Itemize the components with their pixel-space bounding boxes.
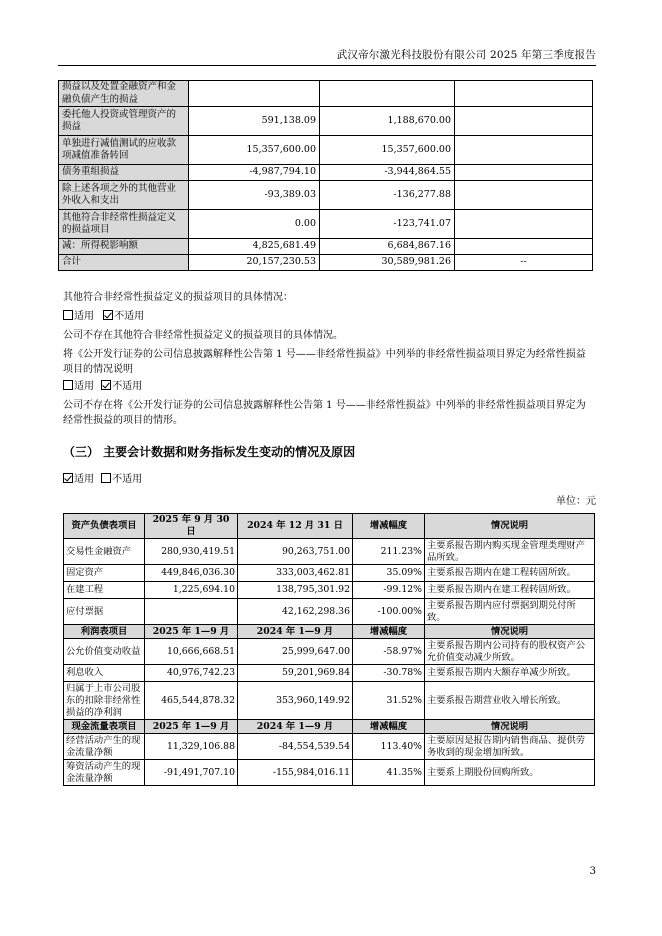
header-cell: 增减幅度 [353,514,425,539]
header-cell: 2024 年 1—9 月 [238,720,353,734]
value-cell: 353,960,149.92 [238,682,353,720]
explanation-cell: 主要系报告期营业收入增长所致。 [425,682,595,720]
report-header: 武汉帝尔激光科技股份有限公司 2025 年第三季度报告 [336,49,596,61]
row-label: 除上述各项之外的其他营业外收入和支出 [59,181,189,210]
table-header-row [64,514,595,539]
item-cell: 筹资活动产生的现金流量净额 [64,760,145,786]
row-label: 其他符合非经常性损益定义的损益项目 [59,210,189,239]
change-cell: 211.23% [353,539,425,565]
header-cell: 2025 年 1—9 月 [145,720,238,734]
value-cell: 449,846,036.30 [145,565,238,582]
ytd-value: -136,277.88 [320,181,455,210]
row-label: 委托他人投资或管理资产的损益 [59,107,189,136]
value-cell: 138,795,301.92 [238,582,353,599]
change-cell: -99.12% [353,582,425,599]
current-period-value: 20,157,230.53 [189,255,320,271]
table-row [64,734,595,760]
value-cell: 1,225,694.10 [145,582,238,599]
remark: -- [455,255,593,271]
row-label: 债务重组损益 [59,165,189,181]
table-row [64,760,595,786]
explanation-cell: 主要系报告期内在建工程转固所致。 [425,582,595,599]
page-number: 3 [589,866,596,877]
applicability-line [63,379,142,394]
change-cell: 113.40% [353,734,425,760]
ytd-value: 15,357,600.00 [320,136,455,165]
header-cell: 情况说明 [425,625,595,639]
table-row [59,181,593,210]
applicability-line [63,472,142,487]
header-cell: 情况说明 [425,720,595,734]
checked-box-icon [103,310,113,320]
ytd-value: -3,944,864.55 [320,165,455,181]
explanation-cell: 主要系报告期内大额存单减少所致。 [425,665,595,682]
not-applicable-label: 不适用 [114,311,145,322]
value-cell: 59,201,969.84 [238,665,353,682]
change-cell: 31.52% [353,682,425,720]
ytd-value: 6,684,867.16 [320,239,455,255]
checked-box-icon [101,380,111,390]
ytd-value [320,81,455,107]
value-cell: 10,666,668.51 [145,639,238,665]
table-row [59,165,593,181]
value-cell: 42,162,298.36 [238,599,353,625]
table-header-row [64,625,595,639]
explanation-cell: 主要原因是报告期内销售商品、提供劳务收到的现金增加所致。 [425,734,595,760]
current-period-value [189,81,320,107]
item-cell: 公允价值变动收益 [64,639,145,665]
unchecked-box-icon [101,473,111,483]
section-title: （三） 主要会计数据和财务指标发生变动的情况及原因 [63,445,356,459]
explanation-cell: 主要系报告期内购买现金管理类理财产品所致。 [425,539,595,565]
change-cell: -30.78% [353,665,425,682]
checked-box-icon [63,473,73,483]
financial-changes-table [63,513,595,786]
table-row [64,639,595,665]
row-label: 减：所得税影响额 [59,239,189,255]
item-cell: 交易性金融资产 [64,539,145,565]
value-cell: 25,999,647.00 [238,639,353,665]
explanation-cell: 主要系报告期内应付票据到期兑付所致。 [425,599,595,625]
header-cell: 增减幅度 [353,720,425,734]
explanation-cell: 主要系报告期内在建工程转固所致。 [425,565,595,582]
row-label: 单独进行减值测试的应收款项减值准备转回 [59,136,189,165]
change-cell: -58.97% [353,639,425,665]
change-cell: -100.00% [353,599,425,625]
remark [455,210,593,239]
row-label: 损益以及处置金融资产和金融负债产生的损益 [59,81,189,107]
current-period-value: 591,138.09 [189,107,320,136]
header-cell: 现金流量表项目 [64,720,145,734]
unit-label: 单位：元 [556,496,596,507]
item-cell: 经营活动产生的现金流量净额 [64,734,145,760]
table-row [59,81,593,107]
header-cell: 2025 年 9 月 30 日 [145,514,238,539]
table-row [59,239,593,255]
applicability-line [63,309,144,324]
value-cell: 11,329,106.88 [145,734,238,760]
remark [455,107,593,136]
table-row [64,582,595,599]
table-row [59,107,593,136]
unchecked-box-icon [63,380,73,390]
note-paragraph: 其他符合非经常性损益定义的损益项目的具体情况： [63,292,293,303]
remark [455,81,593,107]
table-row [64,539,595,565]
current-period-value: -4,987,794.10 [189,165,320,181]
ytd-value: 1,188,670.00 [320,107,455,136]
ytd-value: -123,741.07 [320,210,455,239]
table-row [59,210,593,239]
table-row [64,682,595,720]
row-label: 合计 [59,255,189,271]
unchecked-box-icon [63,310,73,320]
value-cell: 333,003,462.81 [238,565,353,582]
table-row [64,665,595,682]
table-row [64,599,595,625]
item-cell: 固定资产 [64,565,145,582]
remark [455,136,593,165]
value-cell: -155,984,016.11 [238,760,353,786]
change-cell: 41.35% [353,760,425,786]
item-cell: 利息收入 [64,665,145,682]
header-cell: 增减幅度 [353,625,425,639]
header-cell: 利润表项目 [64,625,145,639]
note-paragraph: 将《公开发行证券的公司信息披露解释性公告第 1 号——非经常性损益》中列举的非经常性损益项目界定为经常性损益项目的情况说明 [63,349,586,375]
current-period-value: -93,389.03 [189,181,320,210]
value-cell: 465,544,878.32 [145,682,238,720]
remark [455,181,593,210]
value-cell: 40,976,742.23 [145,665,238,682]
remark [455,239,593,255]
current-period-value: 0.00 [189,210,320,239]
applicable-label: 适用 [74,474,94,485]
header-cell: 2024 年 12 月 31 日 [238,514,353,539]
value-cell: 90,263,751.00 [238,539,353,565]
item-cell: 应付票据 [64,599,145,625]
header-cell: 情况说明 [425,514,595,539]
ytd-value: 30,589,981.26 [320,255,455,271]
item-cell: 在建工程 [64,582,145,599]
table-row [64,565,595,582]
note-paragraph: 公司不存在其他符合非经常性损益定义的损益项目的具体情况。 [63,330,343,341]
item-cell: 归属于上市公司股东的扣除非经常性损益的净利润 [64,682,145,720]
value-cell: 280,930,419.51 [145,539,238,565]
current-period-value: 4,825,681.49 [189,239,320,255]
value-cell: -84,554,539.54 [238,734,353,760]
current-period-value: 15,357,600.00 [189,136,320,165]
header-cell: 2024 年 1—9 月 [238,625,353,639]
header-cell: 资产负债表项目 [64,514,145,539]
not-applicable-label: 不适用 [112,381,143,392]
applicable-label: 适用 [74,311,94,322]
applicable-label: 适用 [74,381,94,392]
header-cell: 2025 年 1—9 月 [145,625,238,639]
explanation-cell: 主要系上期股份回购所致。 [425,760,595,786]
value-cell [145,599,238,625]
change-cell: 35.09% [353,565,425,582]
table-row-total [59,255,593,271]
value-cell: -91,491,707.10 [145,760,238,786]
remark [455,165,593,181]
non-recurring-gains-table [58,80,593,271]
table-row [59,136,593,165]
note-paragraph: 公司不存在将《公开发行证券的公司信息披露解释性公告第 1 号——非经常性损益》中列举的非经常性损益项目界定为经常性损益的项目的情形。 [63,400,586,426]
table-header-row [64,720,595,734]
explanation-cell: 主要系报告期内公司持有的股权资产公允价值变动减少所致。 [425,639,595,665]
not-applicable-label: 不适用 [112,474,143,485]
header-divider [58,65,596,66]
